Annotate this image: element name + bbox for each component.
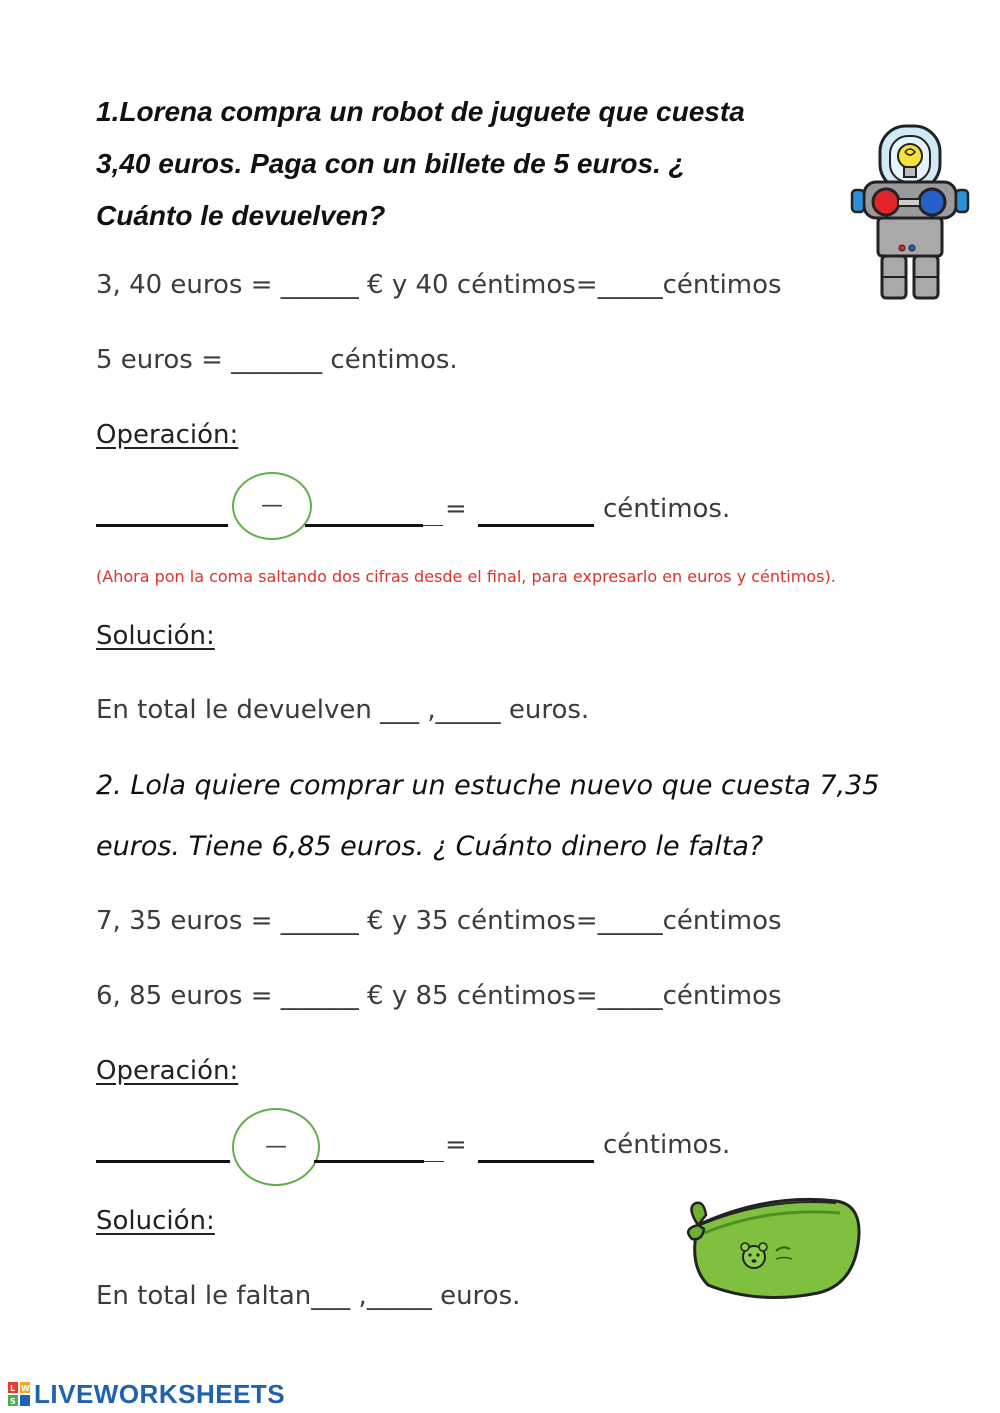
pencil-case-illustration <box>668 1185 876 1315</box>
problem1-operand-1-blank[interactable] <box>96 524 228 527</box>
problem1-question-line-2: 3,40 euros. Paga con un billete de 5 euros. ¿ <box>96 148 686 179</box>
problem1-result-unit: céntimos. <box>603 494 731 524</box>
problem1-operation-heading: Operación: <box>96 420 239 450</box>
problem2-minus-circle <box>232 1108 320 1186</box>
problem2-result-unit: céntimos. <box>603 1130 731 1160</box>
logo-letter-s: S <box>10 1397 16 1406</box>
liveworksheets-logo-icon <box>8 1382 30 1406</box>
problem2-operand-2-blank[interactable] <box>314 1160 424 1163</box>
problem1-operand-2-blank-tail <box>423 525 443 526</box>
robot-illustration <box>848 122 972 302</box>
problem2-solution-line: En total le faltan___ ,_____ euros. <box>96 1281 521 1311</box>
logo-letter-l: L <box>10 1384 16 1393</box>
problem2-question-line-1: 2. Lola quiere comprar un estuche nuevo que cuesta 7,35 <box>96 770 880 801</box>
problem2-solution-heading: Solución: <box>96 1206 215 1236</box>
problem1-convert-paid: 5 euros = _______ céntimos. <box>96 345 458 375</box>
liveworksheets-logo <box>8 1380 285 1408</box>
problem1-result-blank[interactable] <box>478 524 594 527</box>
problem2-question-line-2: euros. Tiene 6,85 euros. ¿ Cuánto dinero le falta? <box>96 831 764 862</box>
problem2-result-blank[interactable] <box>478 1160 594 1163</box>
minus-sign: — <box>265 1134 287 1159</box>
problem1-operand-2-blank[interactable] <box>305 524 423 527</box>
liveworksheets-brand: LIVEWORKSHEETS <box>34 1378 286 1409</box>
problem1-solution-heading: Solución: <box>96 621 215 651</box>
logo-letter-w: W <box>21 1384 30 1393</box>
problem2-operation-heading: Operación: <box>96 1056 239 1086</box>
problem1-question-line-3: Cuánto le devuelven? <box>96 200 386 231</box>
problem2-operand-1-blank[interactable] <box>96 1160 230 1163</box>
minus-sign: — <box>261 493 283 518</box>
problem1-convert-price: 3, 40 euros = ______ € y 40 céntimos=_____céntimos <box>96 270 782 300</box>
problem2-convert-price: 7, 35 euros = ______ € y 35 céntimos=_____céntimos <box>96 906 782 936</box>
problem2-operand-2-blank-tail <box>424 1161 444 1162</box>
problem1-equals: = <box>445 494 467 524</box>
problem2-equals: = <box>445 1130 467 1160</box>
problem1-hint: (Ahora pon la coma saltando dos cifras desde el final, para expresarlo en euros y céntimos). <box>96 567 836 586</box>
problem1-minus-circle <box>232 472 312 540</box>
problem1-question-line-1: 1.Lorena compra un robot de juguete que cuesta <box>96 96 745 127</box>
problem2-convert-have: 6, 85 euros = ______ € y 85 céntimos=_____céntimos <box>96 981 782 1011</box>
problem1-solution-line: En total le devuelven ___ ,_____ euros. <box>96 695 590 725</box>
